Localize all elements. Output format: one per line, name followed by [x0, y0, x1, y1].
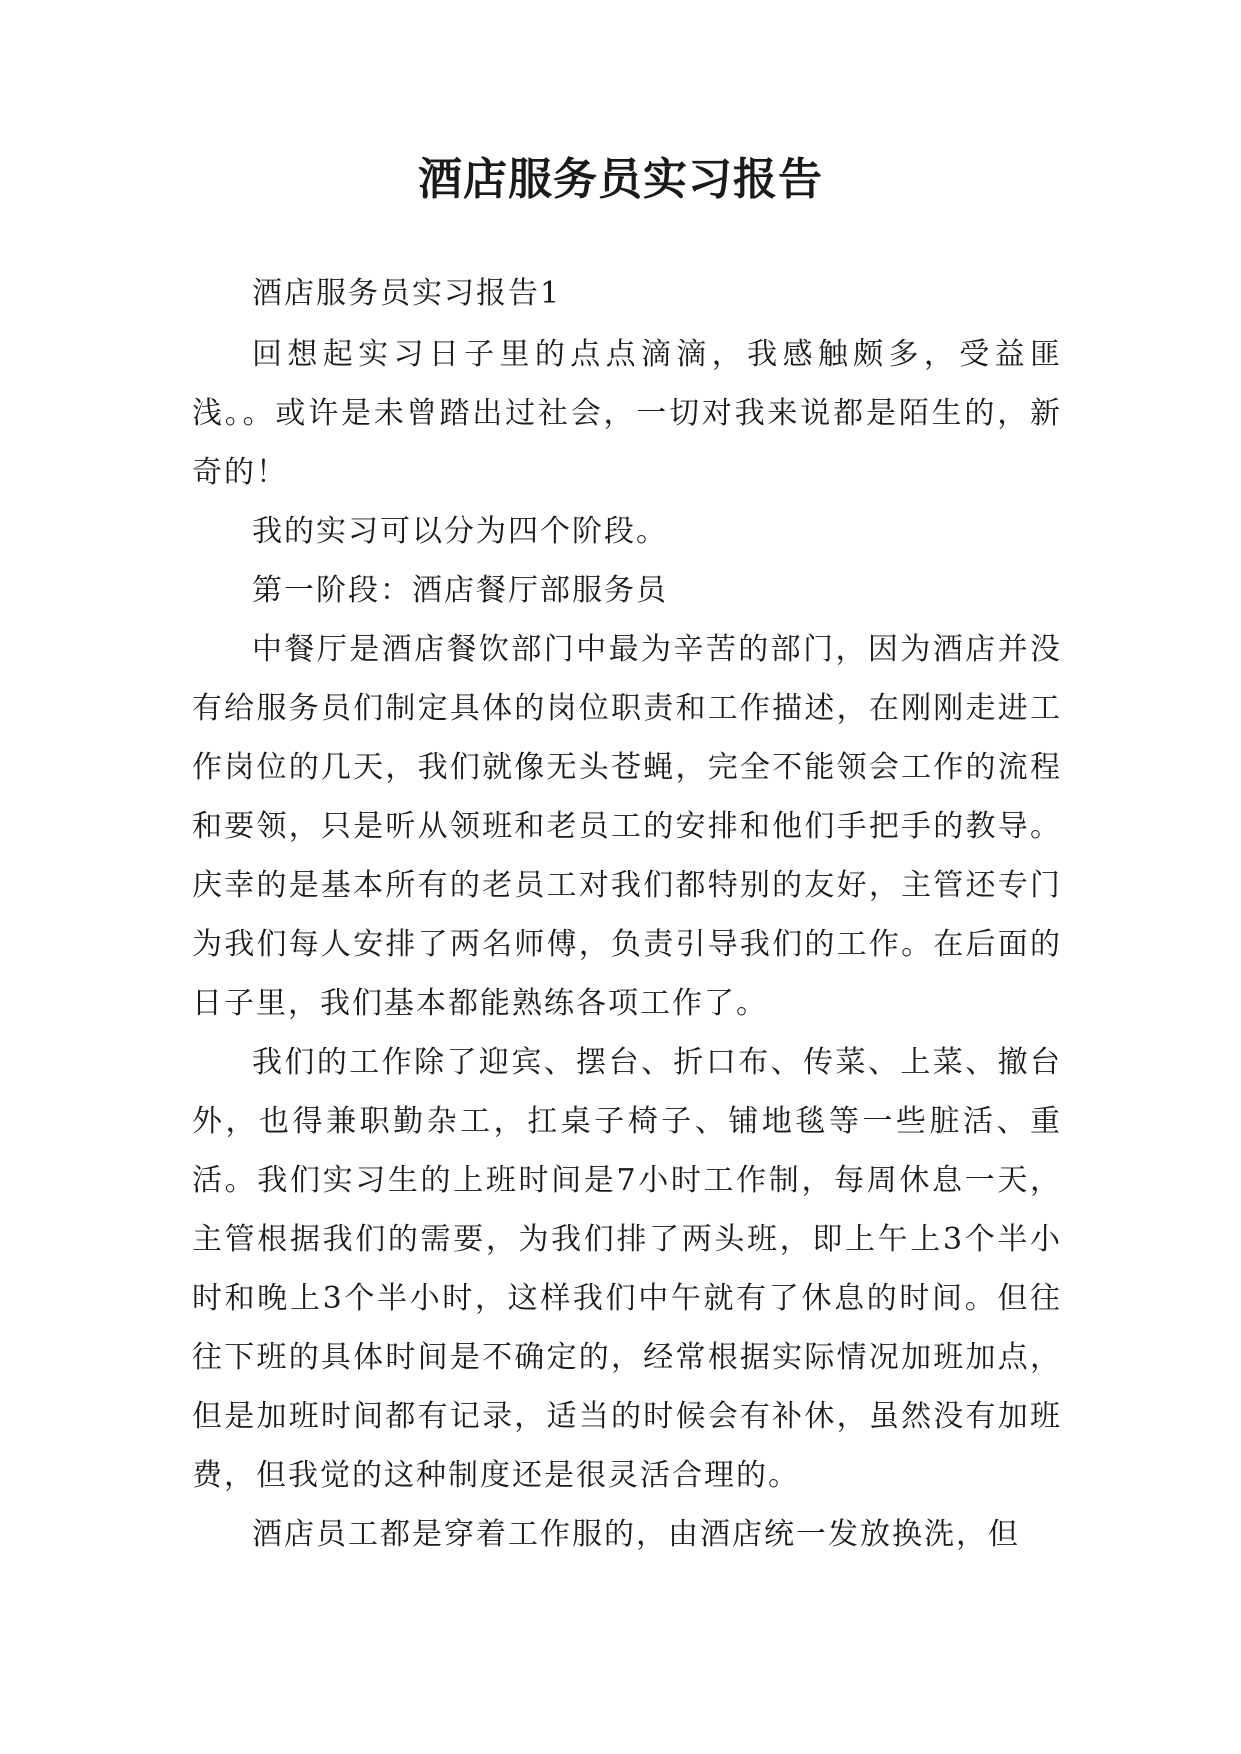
section-heading: 第一阶段：酒店餐厅部服务员	[252, 573, 668, 608]
paragraph: 回想起实习日子里的点点滴滴，我感触颇多，受益匪浅。。或许是未曾踏出过社会，一切对我来说都是陌生的，新奇的！	[192, 337, 1062, 490]
paragraph: 我的实习可以分为四个阶段。	[252, 514, 668, 549]
paragraph: 中餐厅是酒店餐饮部门中最为辛苦的部门，因为酒店并没有给服务员们制定具体的岗位职责和工作描述，在刚刚走进工作岗位的几天，我们就像无头苍蝇，完全不能领会工作的流程和要领，只是听从领班和老员工的安排和他们手把手的教导。庆幸的是基本所有的老员工对我们都特别的友好，主管还专门为我们每人安排了两名师傅，负责引导我们的工作。在后面的日子里，我们基本都能熟练各项工作了。	[192, 632, 1062, 1021]
document-title: 酒店服务员实习报告	[418, 154, 823, 205]
paragraph: 酒店员工都是穿着工作服的，由酒店统一发放换洗，但	[252, 1517, 1020, 1552]
paragraph: 我们的工作除了迎宾、摆台、折口布、传菜、上菜、撤台外，也得兼职勤杂工，扛桌子椅子、铺地毯等一些脏活、重活。我们实习生的上班时间是7小时工作制，每周休息一天，主管根据我们的需要，为我们排了两头班，即上午上3个半小时和晚上3个半小时，这样我们中午就有了休息的时间。但往往下班的具体时间是不确定的，经常根据实际情况加班加点，但是加班时间都有记录，适当的时候会有补休，虽然没有加班费，但我觉的这种制度还是很灵活合理的。	[192, 1045, 1062, 1493]
report-subtitle: 酒店服务员实习报告1	[252, 276, 562, 311]
document-body	[192, 264, 1062, 1564]
